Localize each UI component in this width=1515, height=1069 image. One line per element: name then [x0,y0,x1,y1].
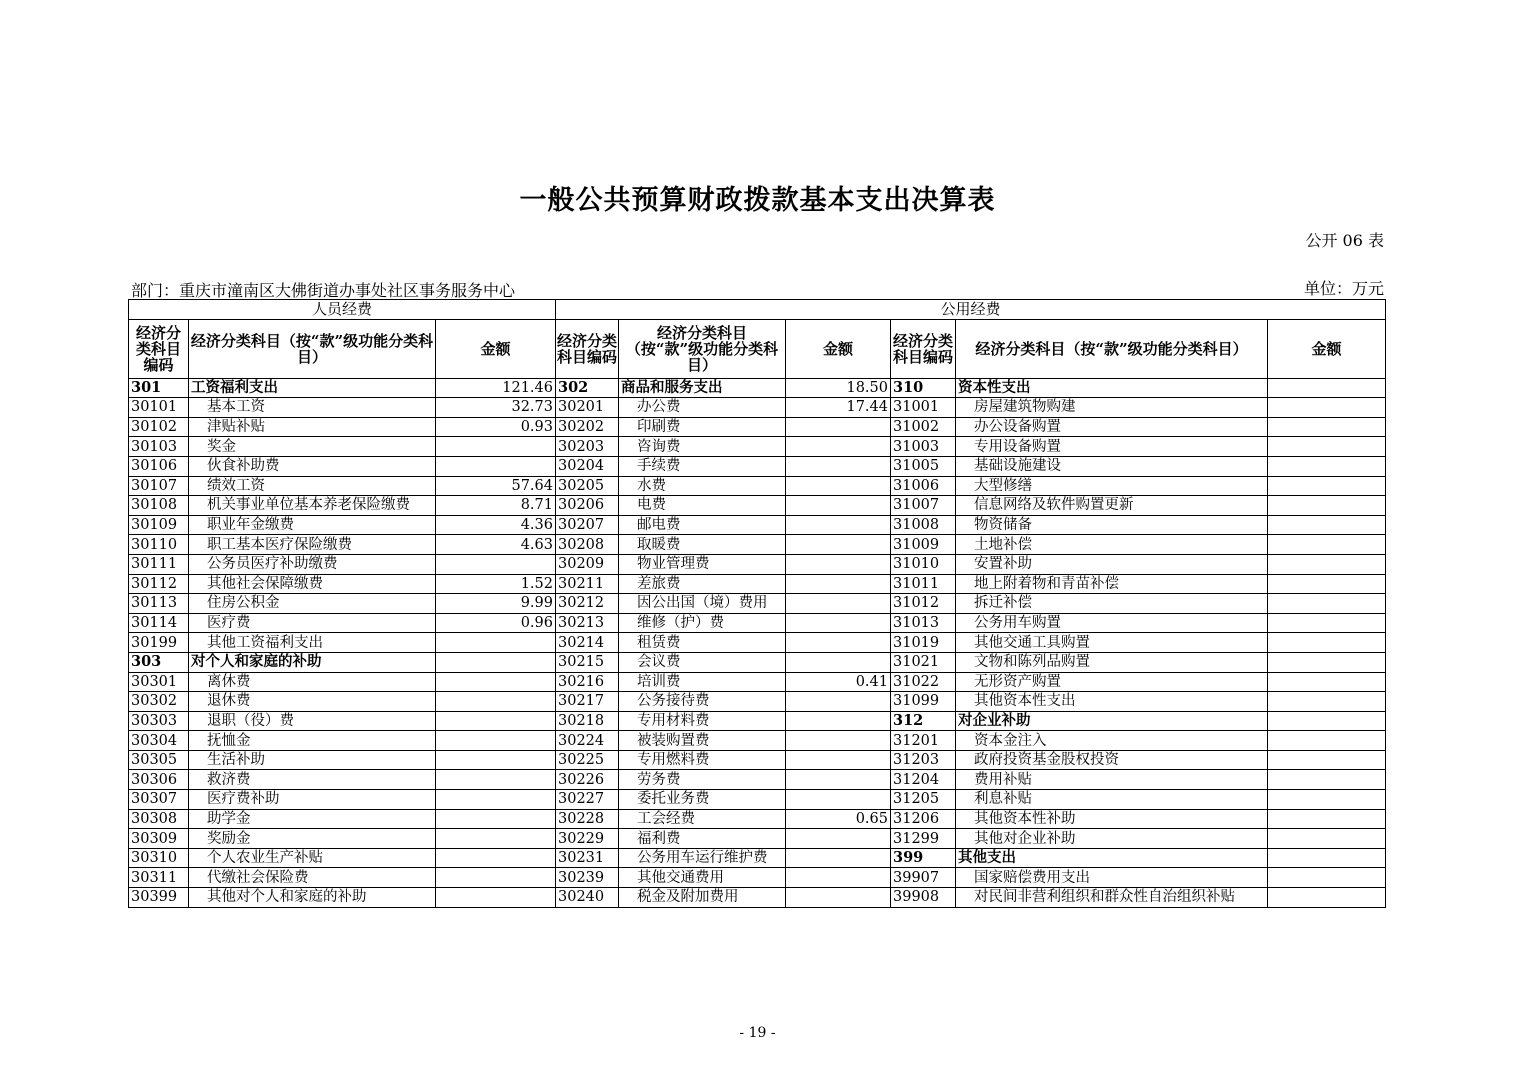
amount-cell [436,554,556,574]
code-cell: 30205 [556,476,619,496]
amount-cell [1268,378,1386,398]
department-label: 部门：重庆市潼南区大佛街道办事处社区事务服务中心 [131,281,516,300]
table-row [129,456,1386,476]
name-cell: 福利费 [619,829,786,849]
amount-cell [1268,750,1386,770]
code-cell: 30227 [556,790,619,810]
amount-cell [436,652,556,672]
table-row [129,750,1386,770]
amount-cell [786,594,891,614]
name-cell: 会议费 [619,652,786,672]
name-cell: 离休费 [189,672,436,692]
code-cell: 30203 [556,437,619,457]
code-cell: 30304 [129,731,189,751]
name-cell: 公务用车购置 [956,613,1268,633]
name-cell: 税金及附加费用 [619,888,786,908]
amount-cell [1268,692,1386,712]
name-cell: 因公出国（境）费用 [619,594,786,614]
page-number: - 19 - [739,1025,776,1041]
amount-cell [436,809,556,829]
code-cell: 30101 [129,398,189,418]
code-cell: 301 [129,378,189,398]
name-cell: 国家赔偿费用支出 [956,868,1268,888]
table-row [129,535,1386,555]
name-cell: 基本工资 [189,398,436,418]
amount-cell [436,672,556,692]
code-cell: 30306 [129,770,189,790]
header-name: 经济分类科目（按“款”级功能分类科目） [619,319,786,378]
code-cell: 30302 [129,692,189,712]
amount-cell [436,711,556,731]
name-cell: 医疗费 [189,613,436,633]
amount-cell [436,437,556,457]
amount-cell [1268,790,1386,810]
code-cell: 30307 [129,790,189,810]
name-cell: 其他对企业补助 [956,829,1268,849]
code-cell: 310 [891,378,956,398]
amount-cell [436,888,556,908]
code-cell: 302 [556,378,619,398]
table-row [129,476,1386,496]
code-cell: 30309 [129,829,189,849]
name-cell: 土地补偿 [956,535,1268,555]
name-cell: 生活补助 [189,750,436,770]
code-cell: 31201 [891,731,956,751]
name-cell: 委托业务费 [619,790,786,810]
table-row [129,437,1386,457]
amount-cell [1268,496,1386,516]
name-cell: 取暖费 [619,535,786,555]
amount-cell: 32.73 [436,398,556,418]
name-cell: 其他交通费用 [619,868,786,888]
name-cell: 大型修缮 [956,476,1268,496]
name-cell: 机关事业单位基本养老保险缴费 [189,496,436,516]
table-row [129,594,1386,614]
amount-cell [1268,868,1386,888]
header-name: 经济分类科目（按“款”级功能分类科目） [189,319,436,378]
name-cell: 基础设施建设 [956,456,1268,476]
amount-cell [1268,633,1386,653]
code-cell: 30212 [556,594,619,614]
amount-cell: 0.65 [786,809,891,829]
amount-cell: 8.71 [436,496,556,516]
code-cell: 30114 [129,613,189,633]
name-cell: 救济费 [189,770,436,790]
name-cell: 奖励金 [189,829,436,849]
header-name: 经济分类科目（按“款”级功能分类科目） [956,319,1268,378]
code-cell: 30113 [129,594,189,614]
name-cell: 津贴补贴 [189,417,436,437]
code-cell: 30106 [129,456,189,476]
name-cell: 其他工资福利支出 [189,633,436,653]
amount-cell: 121.46 [436,378,556,398]
code-cell: 30226 [556,770,619,790]
column-header-row [129,319,1386,378]
amount-cell [1268,888,1386,908]
code-cell: 30218 [556,711,619,731]
table-row [129,692,1386,712]
code-cell: 31204 [891,770,956,790]
name-cell: 印刷费 [619,417,786,437]
code-cell: 30103 [129,437,189,457]
code-cell: 30206 [556,496,619,516]
name-cell: 利息补贴 [956,790,1268,810]
amount-cell [1268,652,1386,672]
amount-cell [786,829,891,849]
expenditure-table [128,299,1386,908]
name-cell: 其他支出 [956,848,1268,868]
amount-cell: 4.63 [436,535,556,555]
amount-cell [786,888,891,908]
name-cell: 代缴社会保险费 [189,868,436,888]
amount-cell [786,535,891,555]
amount-cell [786,574,891,594]
code-cell: 30111 [129,554,189,574]
name-cell: 办公设备购置 [956,417,1268,437]
amount-cell [436,633,556,653]
code-cell: 30308 [129,809,189,829]
name-cell: 拆迁补偿 [956,594,1268,614]
code-cell: 30208 [556,535,619,555]
amount-cell [1268,594,1386,614]
amount-cell [1268,456,1386,476]
amount-cell [786,613,891,633]
name-cell: 其他对个人和家庭的补助 [189,888,436,908]
name-cell: 公务员医疗补助缴费 [189,554,436,574]
name-cell: 房屋建筑物购建 [956,398,1268,418]
amount-cell [786,750,891,770]
name-cell: 抚恤金 [189,731,436,751]
name-cell: 费用补贴 [956,770,1268,790]
table-row [129,888,1386,908]
code-cell: 31021 [891,652,956,672]
code-cell: 30112 [129,574,189,594]
amount-cell [786,476,891,496]
amount-cell [786,652,891,672]
name-cell: 培训费 [619,672,786,692]
name-cell: 其他资本性支出 [956,692,1268,712]
table-row [129,496,1386,516]
code-cell: 30108 [129,496,189,516]
code-cell: 31005 [891,456,956,476]
table-row [129,868,1386,888]
code-cell: 30228 [556,809,619,829]
table-row [129,554,1386,574]
amount-cell [1268,476,1386,496]
name-cell: 安置补助 [956,554,1268,574]
amount-cell [1268,848,1386,868]
code-cell: 30217 [556,692,619,712]
code-cell: 31006 [891,476,956,496]
name-cell: 手续费 [619,456,786,476]
form-number: 公开 06 表 [1305,231,1384,250]
table-row [129,790,1386,810]
amount-cell [436,770,556,790]
amount-cell [1268,437,1386,457]
name-cell: 物业管理费 [619,554,786,574]
code-cell: 30399 [129,888,189,908]
name-cell: 租赁费 [619,633,786,653]
amount-cell: 1.52 [436,574,556,594]
table-row [129,417,1386,437]
code-cell: 30102 [129,417,189,437]
name-cell: 咨询费 [619,437,786,457]
amount-cell [786,692,891,712]
amount-cell [786,770,891,790]
code-cell: 31099 [891,692,956,712]
code-cell: 30209 [556,554,619,574]
code-cell: 39908 [891,888,956,908]
amount-cell: 57.64 [436,476,556,496]
name-cell: 资本性支出 [956,378,1268,398]
amount-cell [436,848,556,868]
code-cell: 31206 [891,809,956,829]
code-cell: 31010 [891,554,956,574]
code-cell: 30110 [129,535,189,555]
code-cell: 31203 [891,750,956,770]
table-row [129,770,1386,790]
name-cell: 个人农业生产补贴 [189,848,436,868]
code-cell: 30207 [556,515,619,535]
amount-cell: 9.99 [436,594,556,614]
code-cell: 30201 [556,398,619,418]
name-cell: 其他社会保障缴费 [189,574,436,594]
code-cell: 30303 [129,711,189,731]
header-code: 经济分类科目编码 [129,319,189,378]
code-cell: 30199 [129,633,189,653]
amount-cell: 17.44 [786,398,891,418]
code-cell: 30211 [556,574,619,594]
amount-cell [786,515,891,535]
amount-cell [1268,554,1386,574]
group-public: 公用经费 [556,300,1386,320]
code-cell: 30109 [129,515,189,535]
code-cell: 30213 [556,613,619,633]
name-cell: 职工基本医疗保险缴费 [189,535,436,555]
amount-cell [786,437,891,457]
amount-cell [436,692,556,712]
name-cell: 职业年金缴费 [189,515,436,535]
table-row [129,809,1386,829]
amount-cell: 4.36 [436,515,556,535]
amount-cell [1268,613,1386,633]
code-cell: 399 [891,848,956,868]
code-cell: 31205 [891,790,956,810]
amount-cell [786,711,891,731]
header-amount: 金额 [1268,319,1386,378]
name-cell: 被装购置费 [619,731,786,751]
name-cell: 对民间非营利组织和群众性自治组织补贴 [956,888,1268,908]
table-row [129,652,1386,672]
name-cell: 公务接待费 [619,692,786,712]
amount-cell [1268,770,1386,790]
table-row [129,829,1386,849]
code-cell: 30231 [556,848,619,868]
name-cell: 维修（护）费 [619,613,786,633]
name-cell: 专用燃料费 [619,750,786,770]
amount-cell [1268,535,1386,555]
table-row [129,633,1386,653]
header-code: 经济分类科目编码 [891,319,956,378]
code-cell: 31003 [891,437,956,457]
code-cell: 39907 [891,868,956,888]
code-cell: 31009 [891,535,956,555]
code-cell: 30240 [556,888,619,908]
code-cell: 31019 [891,633,956,653]
code-cell: 31002 [891,417,956,437]
header-amount: 金额 [786,319,891,378]
code-cell: 31007 [891,496,956,516]
name-cell: 政府投资基金股权投资 [956,750,1268,770]
amount-cell [786,417,891,437]
amount-cell [786,790,891,810]
code-cell: 30107 [129,476,189,496]
amount-cell [1268,711,1386,731]
code-cell: 30311 [129,868,189,888]
name-cell: 专用材料费 [619,711,786,731]
code-cell: 30305 [129,750,189,770]
amount-cell [1268,574,1386,594]
table-row [129,613,1386,633]
code-cell: 30202 [556,417,619,437]
name-cell: 电费 [619,496,786,516]
amount-cell [1268,398,1386,418]
amount-cell [786,496,891,516]
name-cell: 住房公积金 [189,594,436,614]
amount-cell [436,829,556,849]
amount-cell: 0.96 [436,613,556,633]
code-cell: 31008 [891,515,956,535]
name-cell: 伙食补助费 [189,456,436,476]
amount-cell [1268,417,1386,437]
header-amount: 金额 [436,319,556,378]
table-row [129,574,1386,594]
table-row [129,672,1386,692]
amount-cell: 0.41 [786,672,891,692]
name-cell: 对个人和家庭的补助 [189,652,436,672]
table-row [129,711,1386,731]
amount-cell [1268,731,1386,751]
amount-cell [436,456,556,476]
amount-cell [1268,515,1386,535]
group-personnel: 人员经费 [129,300,556,320]
amount-cell [1268,829,1386,849]
code-cell: 30229 [556,829,619,849]
name-cell: 退休费 [189,692,436,712]
name-cell: 公务用车运行维护费 [619,848,786,868]
name-cell: 助学金 [189,809,436,829]
code-cell: 30215 [556,652,619,672]
code-cell: 30224 [556,731,619,751]
name-cell: 地上附着物和青苗补偿 [956,574,1268,594]
name-cell: 邮电费 [619,515,786,535]
amount-cell [436,868,556,888]
name-cell: 其他交通工具购置 [956,633,1268,653]
amount-cell [436,731,556,751]
code-cell: 30204 [556,456,619,476]
code-cell: 30310 [129,848,189,868]
unit-label: 单位：万元 [1303,279,1384,298]
code-cell: 303 [129,652,189,672]
table-row [129,848,1386,868]
name-cell: 文物和陈列品购置 [956,652,1268,672]
table-row [129,398,1386,418]
code-cell: 31013 [891,613,956,633]
name-cell: 信息网络及软件购置更新 [956,496,1268,516]
name-cell: 资本金注入 [956,731,1268,751]
name-cell: 绩效工资 [189,476,436,496]
name-cell: 其他资本性补助 [956,809,1268,829]
table-row [129,515,1386,535]
amount-cell [786,633,891,653]
amount-cell: 18.50 [786,378,891,398]
page-title: 一般公共预算财政拨款基本支出决算表 [519,185,996,216]
amount-cell [436,790,556,810]
name-cell: 办公费 [619,398,786,418]
code-cell: 30239 [556,868,619,888]
name-cell: 医疗费补助 [189,790,436,810]
name-cell: 水费 [619,476,786,496]
code-cell: 30216 [556,672,619,692]
amount-cell [786,554,891,574]
name-cell: 差旅费 [619,574,786,594]
name-cell: 工资福利支出 [189,378,436,398]
amount-cell: 0.93 [436,417,556,437]
amount-cell [786,868,891,888]
amount-cell [1268,672,1386,692]
group-header-row [129,300,1386,320]
code-cell: 31012 [891,594,956,614]
code-cell: 30225 [556,750,619,770]
name-cell: 专用设备购置 [956,437,1268,457]
amount-cell [786,731,891,751]
code-cell: 31022 [891,672,956,692]
code-cell: 31011 [891,574,956,594]
name-cell: 退职（役）费 [189,711,436,731]
code-cell: 312 [891,711,956,731]
name-cell: 商品和服务支出 [619,378,786,398]
name-cell: 奖金 [189,437,436,457]
code-cell: 31299 [891,829,956,849]
table-row [129,378,1386,398]
name-cell: 工会经费 [619,809,786,829]
amount-cell [436,750,556,770]
amount-cell [1268,809,1386,829]
name-cell: 劳务费 [619,770,786,790]
name-cell: 无形资产购置 [956,672,1268,692]
name-cell: 物资储备 [956,515,1268,535]
amount-cell [786,456,891,476]
table-row [129,731,1386,751]
amount-cell [786,848,891,868]
code-cell: 30214 [556,633,619,653]
header-code: 经济分类科目编码 [556,319,619,378]
code-cell: 30301 [129,672,189,692]
name-cell: 对企业补助 [956,711,1268,731]
code-cell: 31001 [891,398,956,418]
